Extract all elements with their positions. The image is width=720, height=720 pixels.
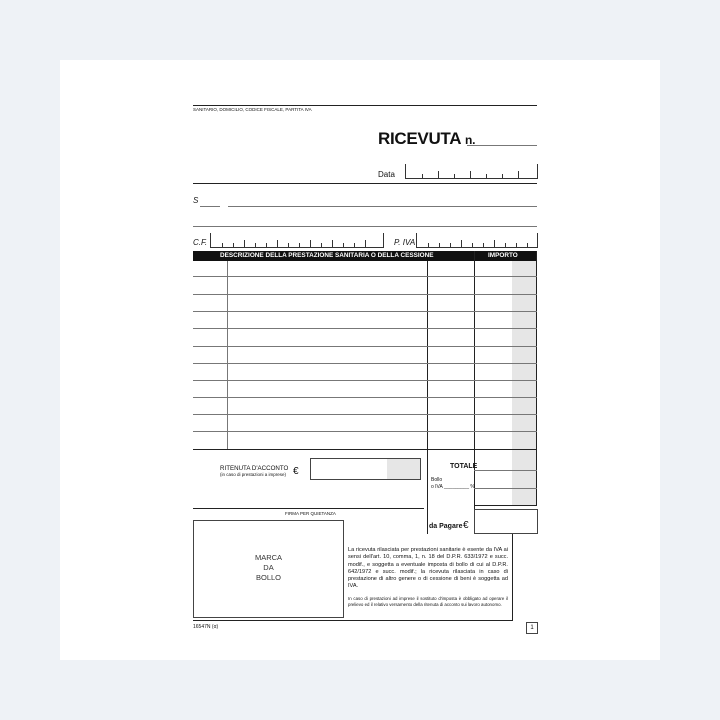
table-row[interactable] [193,431,537,432]
column-divider [536,251,537,505]
table-row[interactable] [193,328,537,329]
customer-address-field[interactable] [193,226,537,227]
to-pay-euro-symbol: € [463,520,469,531]
withholding-euro-symbol: € [293,466,299,477]
top-rule [193,105,537,106]
notes-right-border [512,534,513,620]
receipt-title-text: RICEVUTA [378,129,461,148]
stamp-box-line-1: MARCA [254,553,283,562]
signature-rule [193,508,424,509]
table-row[interactable] [193,380,537,381]
stamp-vat-label-2: o IVA _________ % [431,484,475,490]
stamp-box-text [194,553,343,583]
withholding-sub-label: (in caso di prestazioni a imprese) [220,472,287,477]
table-row[interactable] [193,276,537,277]
copy-number-badge: 1 [526,622,538,634]
date-field[interactable] [405,164,538,179]
date-label: Data [378,170,395,179]
table-row[interactable] [193,311,537,312]
amount-column-header: IMPORTO [488,252,518,259]
stamp-vat-field[interactable] [474,488,537,489]
stamp-box-line-3: BOLLO [255,573,281,582]
header-caption: SANITARIO, DOMICILIO, CODICE FISCALE, PARTITA IVA [193,107,312,112]
withholding-label: RITENUTA D'ACCONTO [220,465,289,472]
table-row[interactable] [193,414,537,415]
customer-label: S [193,196,199,205]
receipt-sheet [60,60,660,660]
table-bottom-rule [193,449,537,450]
receipt-title [378,129,475,149]
table-row[interactable] [193,363,537,364]
withholding-amount-field[interactable] [310,458,421,480]
stamp-box-line-2: DA [263,563,274,572]
signature-caption[interactable]: FIRMA PER QUIETANZA [285,511,336,516]
total-field[interactable] [474,470,537,471]
to-pay-field[interactable] [474,509,538,534]
cf-label: C.F. [193,238,208,247]
to-pay-label: da Pagare [429,523,463,530]
piva-field[interactable] [416,233,538,248]
receipt-number-field[interactable] [467,145,537,146]
footer-rule [193,620,513,621]
table-header [193,251,537,261]
stamp-vat-label-1: Bollo [431,477,443,483]
table-row[interactable] [193,294,537,295]
subtotal-rule [474,505,537,506]
customer-name-field[interactable] [228,206,537,207]
withholding-shade [387,459,420,479]
total-label: TOTALE [450,463,478,470]
legal-note-small: In caso di prestazioni ad imprese il sostituto d'imposta è obbligato ad operare il prelievo ed il relativo versamento della ritenuta di acconto sui lavoro autonomo. [348,596,508,607]
product-code: 16547N (α) [193,624,219,630]
date-rule [193,183,537,184]
stamp-box[interactable] [193,520,344,618]
column-divider [227,261,228,450]
description-column-header: DESCRIZIONE DELLA PRESTAZIONE SANITARIA O DELLA CESSIONE [220,252,434,259]
receipt-number-label: n. [465,133,476,147]
amount-shaded-column [512,261,537,505]
table-row[interactable] [193,397,537,398]
customer-short-line [200,206,220,207]
table-row[interactable] [193,346,537,347]
cf-field[interactable] [210,233,384,248]
legal-note: La ricevuta rilasciata per prestazioni sanitarie è esente da IVA ai sensi dell'art. 10, comma, 1, n. 18 del D.P.R. 633/1972 e succ. modif., e soggetta a eventuale imposta di bollo di cui al D.P.R. 642/1972 e succ. modif.; la ricevuta rilasciata in caso di prestazione di altro genere o di cessione di beni è soggetta ad IVA. [348,547,508,590]
piva-label: P. IVA [394,238,416,247]
